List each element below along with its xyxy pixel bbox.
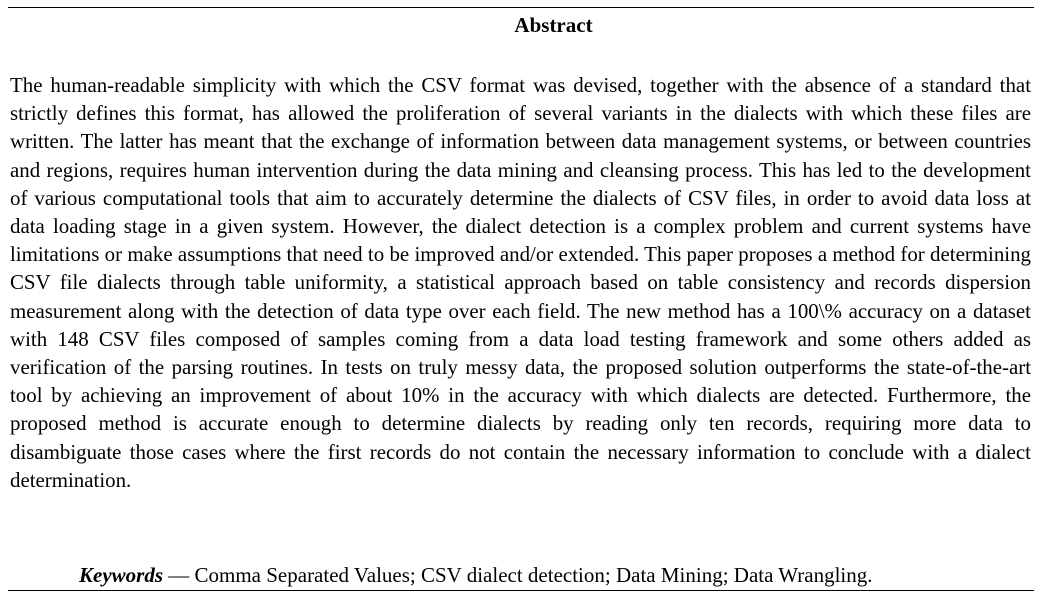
- keywords-text: Comma Separated Values; CSV dialect detection; Data Mining; Data Wrangling.: [194, 563, 873, 587]
- keywords-separator: —: [163, 563, 195, 587]
- keywords-label: Keywords: [79, 563, 163, 587]
- keywords-line: [79, 561, 873, 589]
- top-rule: [8, 7, 1034, 8]
- abstract-heading: Abstract: [514, 13, 593, 37]
- bottom-rule: [8, 590, 1034, 591]
- abstract-body: The human-readable simplicity with which the CSV format was devised, together with the absence of a standard that strictly defines this format, has allowed the proliferation of several variants in the dialects with which these files are written. The latter has meant that the exchange of information between data management systems, or between countries and regions, requires human intervention during the data mining and cleansing process. This has led to the development of various computational tools that aim to accurately determine the dialects of CSV files, in order to avoid data loss at data loading stage in a given system. However, the dialect detection is a complex problem and current systems have limitations or make assumptions that need to be improved and/or extended. This paper proposes a method for determining CSV file dialects through table uniformity, a statistical approach based on table consistency and records dispersion measurement along with the detection of data type over each field. The new method has a 100\% accuracy on a dataset with 148 CSV files composed of samples coming from a data load testing framework and some others added as verification of the parsing routines. In tests on truly messy data, the proposed solution outperforms the state-of-the-art tool by achieving an improvement of about 10% in the accuracy with which dialects are detected. Furthermore, the proposed method is accurate enough to determine dialects by reading only ten records, requiring more data to disambiguate those cases where the first records do not contain the necessary information to conclude with a dialect determination.: [10, 73, 1031, 492]
